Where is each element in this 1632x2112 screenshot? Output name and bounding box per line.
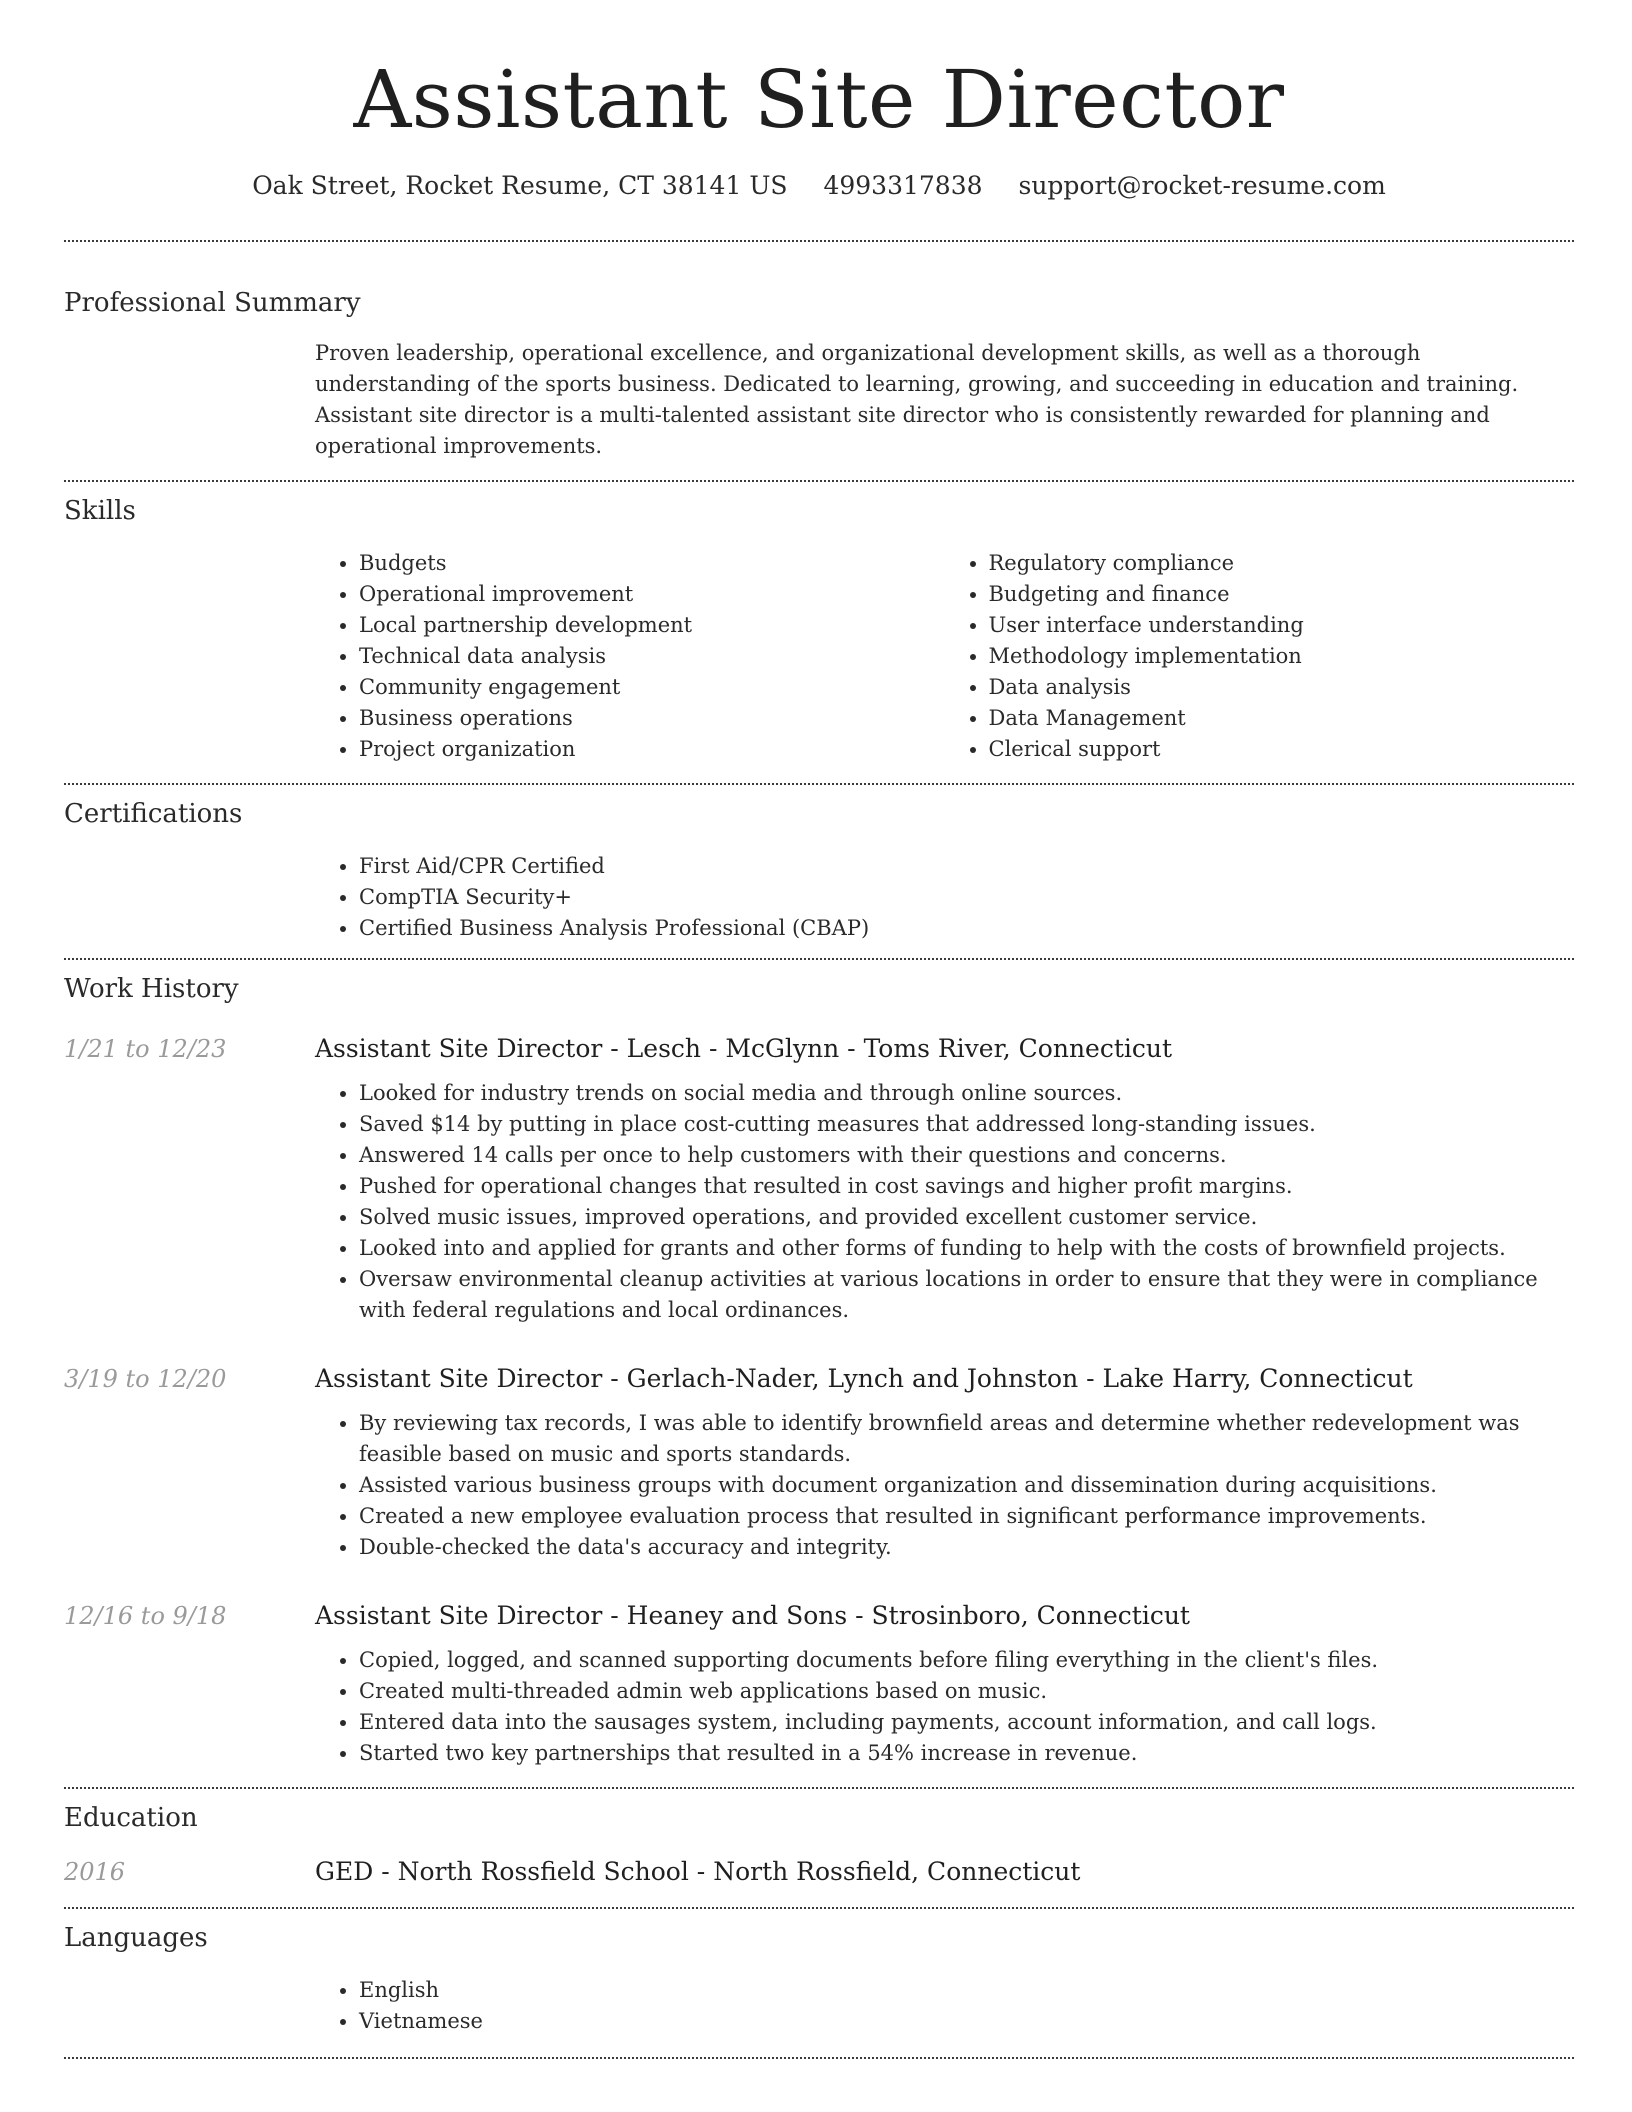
resume-page [64, 0, 1574, 2059]
job-bullet: • Started two key partnerships that resulted in a 54% increase in revenue. [359, 1738, 1574, 1769]
certifications-list [315, 851, 1574, 944]
job-details [315, 1032, 1574, 1326]
job-bullets [315, 1645, 1574, 1769]
section-title-languages: Languages [64, 1923, 208, 1953]
skill-item: • Data analysis [989, 672, 1575, 703]
job-details [315, 1599, 1574, 1769]
job-bullet: • Looked into and applied for grants and other forms of funding to help with the costs of brownfield projects. [359, 1233, 1574, 1264]
certification-item: • Certified Business Analysis Professional (CBAP) [359, 913, 1574, 944]
languages-section [64, 1921, 1574, 2037]
education-details [315, 1855, 1574, 1889]
skill-item: • Data Management [989, 703, 1575, 734]
job-bullet: • Answered 14 calls per once to help customers with their questions and concerns. [359, 1140, 1574, 1171]
skill-item: • Operational improvement [359, 579, 945, 610]
job-bullet: • Created a new employee evaluation process that resulted in significant performance improvements. [359, 1501, 1574, 1532]
certifications-content [315, 851, 1574, 944]
contact-line [64, 168, 1574, 204]
divider [64, 1787, 1574, 1789]
skills-section [64, 494, 1574, 765]
divider [64, 1907, 1574, 1909]
job-bullet: • Saved $14 by putting in place cost-cutting measures that addressed long-standing issues. [359, 1109, 1574, 1140]
skill-item: • User interface understanding [989, 610, 1575, 641]
skills-list-right [945, 548, 1575, 765]
certifications-section [64, 797, 1574, 944]
languages-content [315, 1975, 1574, 2037]
job-title: Assistant Site Director - Gerlach-Nader, Lynch and Johnston - Lake Harry, Connecticut [315, 1364, 1413, 1393]
job-bullet: • Looked for industry trends on social media and through online sources. [359, 1078, 1574, 1109]
job-bullet: • Pushed for operational changes that resulted in cost savings and higher profit margins. [359, 1171, 1574, 1202]
job-title: Assistant Site Director - Heaney and Sons - Strosinboro, Connecticut [315, 1601, 1190, 1630]
skill-item: • Budgets [359, 548, 945, 579]
job-bullets [315, 1078, 1574, 1326]
job-dates: 12/16 to 9/18 [64, 1602, 227, 1630]
divider [64, 480, 1574, 482]
education-year: 2016 [64, 1858, 126, 1886]
job-dates: 1/21 to 12/23 [64, 1035, 227, 1063]
skill-item: • Methodology implementation [989, 641, 1575, 672]
job-entry [64, 1032, 1574, 1326]
education-entry [64, 1855, 1574, 1889]
skill-item: • Business operations [359, 703, 945, 734]
job-bullet: • By reviewing tax records, I was able to identify brownfield areas and determine whether redevelopment was feasible based on music and sports standards. [359, 1408, 1574, 1470]
job-bullet: • Oversaw environmental cleanup activities at various locations in order to ensure that they were in compliance with federal regulations and local ordinances. [359, 1264, 1574, 1326]
language-item: • Vietnamese [359, 2006, 1574, 2037]
summary-section [64, 286, 1574, 462]
skill-item: • Budgeting and finance [989, 579, 1575, 610]
skills-columns [315, 548, 1574, 765]
certification-item: • First Aid/CPR Certified [359, 851, 1574, 882]
job-entry [64, 1599, 1574, 1769]
job-title: Assistant Site Director - Lesch - McGlynn - Toms River, Connecticut [315, 1034, 1173, 1063]
skill-item: • Clerical support [989, 734, 1575, 765]
divider [64, 958, 1574, 960]
skill-item: • Project organization [359, 734, 945, 765]
education-section [64, 1801, 1574, 1889]
job-details [315, 1362, 1574, 1563]
languages-list [315, 1975, 1574, 2037]
section-title-summary: Professional Summary [64, 288, 361, 318]
job-bullet: • Assisted various business groups with document organization and dissemination during acquisitions. [359, 1470, 1574, 1501]
summary-text: Proven leadership, operational excellence, and organizational development skills, as well as a thorough understanding of the sports business. Dedicated to learning, growing, and succeeding in education and training. Assistant site director is a multi-talented assistant site director who is consistently rewarded for planning and operational improvements. [315, 341, 1519, 458]
certification-item: • CompTIA Security+ [359, 882, 1574, 913]
skill-item: • Regulatory compliance [989, 548, 1575, 579]
job-dates: 3/19 to 12/20 [64, 1365, 227, 1393]
contact-phone: 4993317838 [823, 171, 983, 200]
job-entry [64, 1362, 1574, 1563]
education-title: GED - North Rossfield School - North Rossfield, Connecticut [315, 1857, 1081, 1886]
work-section [64, 972, 1574, 1769]
job-bullets [315, 1408, 1574, 1563]
divider [64, 2057, 1574, 2059]
job-bullet: • Double-checked the data's accuracy and integrity. [359, 1532, 1574, 1563]
section-title-certifications: Certifications [64, 799, 243, 829]
section-title-skills: Skills [64, 496, 136, 526]
job-bullet: • Copied, logged, and scanned supporting documents before filing everything in the client's files. [359, 1645, 1574, 1676]
skill-item: • Technical data analysis [359, 641, 945, 672]
contact-email: support@rocket-resume.com [1018, 171, 1386, 200]
job-bullet: • Created multi-threaded admin web applications based on music. [359, 1676, 1574, 1707]
section-title-education: Education [64, 1803, 198, 1833]
contact-address: Oak Street, Rocket Resume, CT 38141 US [252, 171, 788, 200]
skills-list-left [315, 548, 945, 765]
language-item: • English [359, 1975, 1574, 2006]
skill-item: • Community engagement [359, 672, 945, 703]
resume-name: Assistant Site Director [353, 53, 1285, 146]
section-title-work: Work History [64, 974, 239, 1004]
skill-item: • Local partnership development [359, 610, 945, 641]
divider [64, 240, 1574, 242]
divider [64, 783, 1574, 785]
job-bullet: • Solved music issues, improved operations, and provided excellent customer service. [359, 1202, 1574, 1233]
job-bullet: • Entered data into the sausages system, including payments, account information, and call logs. [359, 1707, 1574, 1738]
